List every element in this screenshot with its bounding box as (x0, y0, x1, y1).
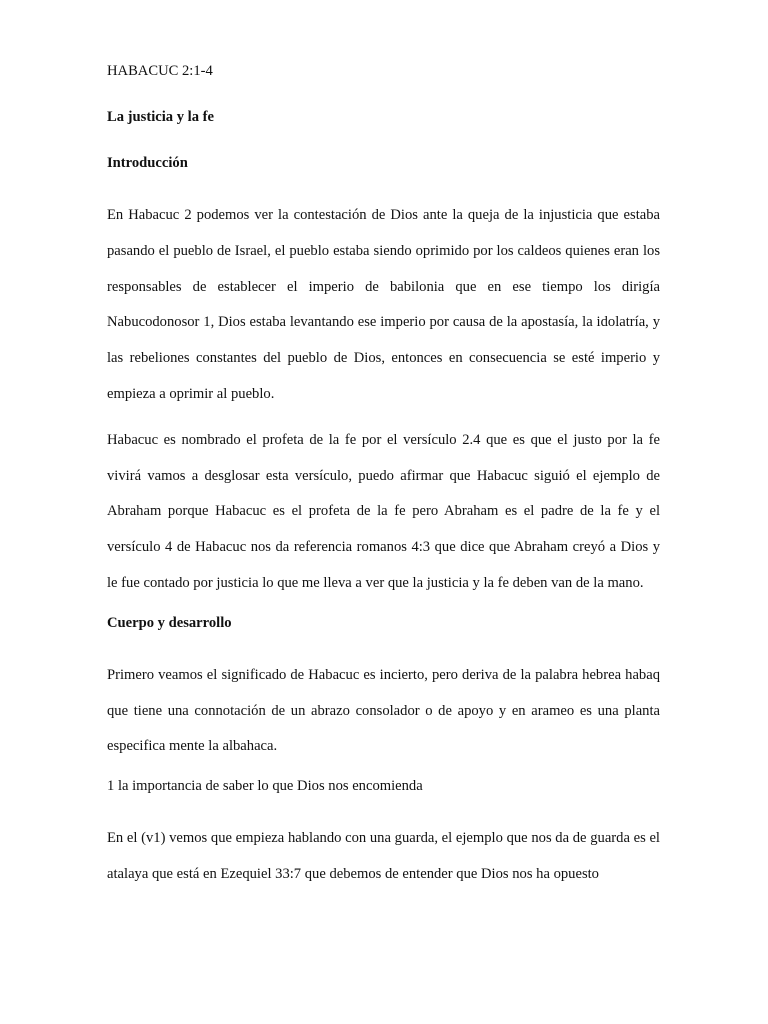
document-page (107, 60, 660, 893)
body-heading: Cuerpo y desarrollo (107, 614, 232, 631)
point-1-heading: 1 la importancia de saber lo que Dios nos encomienda (107, 778, 423, 795)
intro-paragraph-1: En Habacuc 2 podemos ver la contestación de Dios ante la queja de la injusticia que estaba pasando el pueblo de Israel, el pueblo estaba siendo oprimido por los caldeos quienes eran los responsables de establecer el imperio de babilonia que en ese tiempo los dirigía Nabucodonosor 1, Dios estaba levantando ese imperio por causa de la apostasía, la idolatría, y las rebeliones constantes del pueblo de Dios, entonces en consecuencia se esté imperio y empieza a oprimir al pueblo. (107, 207, 660, 402)
scripture-reference: HABACUC 2:1-4 (107, 63, 213, 79)
intro-paragraph-2: Habacuc es nombrado el profeta de la fe por el versículo 2.4 que es que el justo por la fe vivirá vamos a desglosar esta versículo, puedo afirmar que Habacuc siguió el ejemplo de Abraham porque Habacuc es el profeta de la fe pero Abraham es el padre de la fe y el versículo 4 de Habacuc nos da referencia romanos 4:3 que dice que Abraham creyó a Dios y le fue contado por justicia lo que me lleva a ver que la justicia y la fe deben van de la mano. (107, 431, 660, 591)
body-paragraph-1: Primero veamos el significado de Habacuc es incierto, pero deriva de la palabra hebrea habaq que tiene una connotación de un abrazo consolador o de apoyo y en arameo es una planta especifica mente la albahaca. (107, 666, 660, 755)
intro-heading: Introducción (107, 155, 188, 171)
document-title: La justicia y la fe (107, 109, 215, 125)
point-1-paragraph: En el (v1) vemos que empieza hablando con una guarda, el ejemplo que nos da de guarda es el atalaya que está en Ezequiel 33:7 que debemos de entender que Dios nos ha opuesto (107, 830, 660, 882)
